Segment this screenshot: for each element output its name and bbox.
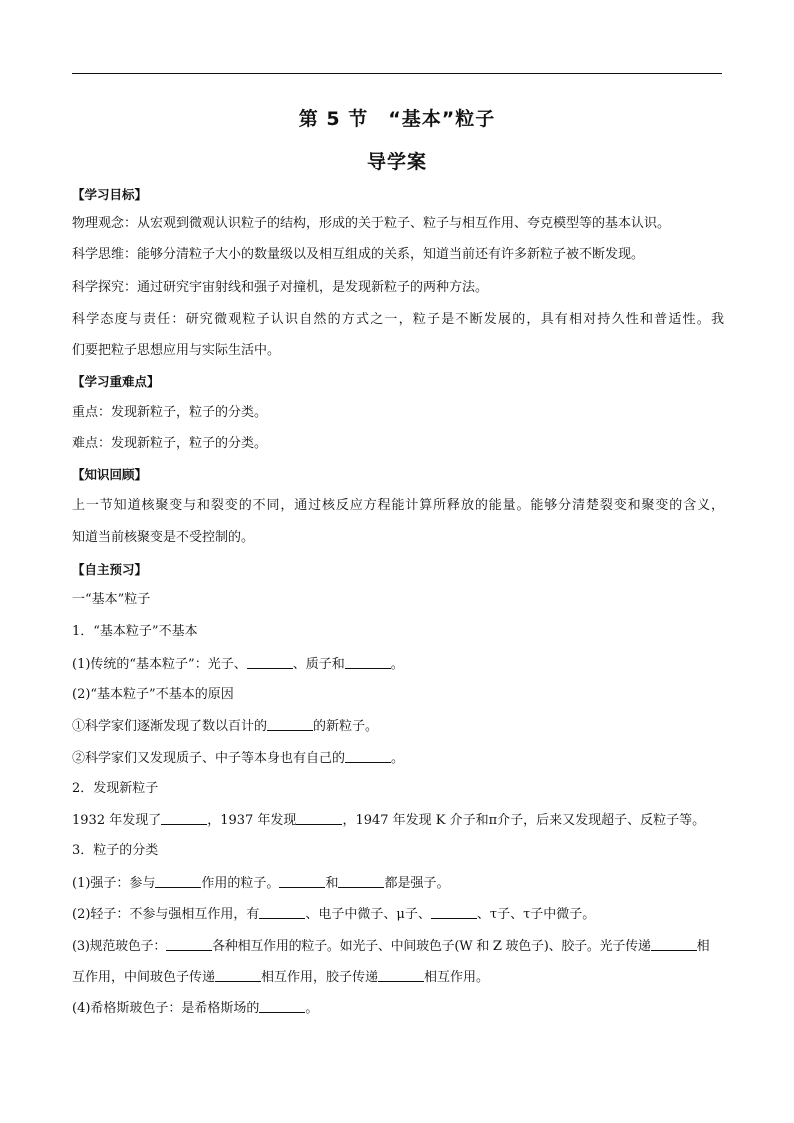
review-line: 上一节知道核聚变与和裂变的不同，通过核反应方程能计算所释放的能量。能够分清楚裂变和聚变的含义，: [72, 498, 724, 513]
answer-blank[interactable]: [155, 874, 201, 888]
answer-blank[interactable]: [378, 968, 424, 982]
goal-line: 科学探究：通过研究宇宙射线和强子对撞机，是发现新粒子的两种方法。: [72, 280, 489, 295]
answer-blank[interactable]: [259, 999, 305, 1013]
answer-blank[interactable]: [338, 874, 384, 888]
fill-line: 1932 年发现了 ，1937 年发现 ，1947 年发现 K 介子和π介子，后来又发现超子、反粒子等。: [72, 813, 706, 828]
item-heading: 3．粒子的分类: [72, 843, 159, 858]
answer-blank[interactable]: [259, 905, 305, 919]
answer-blank[interactable]: [296, 811, 342, 825]
fill-line: (4)希格斯玻色子：是希格斯场的 。: [72, 1001, 319, 1016]
answer-blank[interactable]: [651, 937, 697, 951]
fill-line: (3)规范玻色子： 各种相互作用的粒子。如光子、中间玻色子(W 和 Z 玻色子)、胶子。光子传递 相: [72, 939, 710, 954]
fill-line: 互作用，中间玻色子传递 相互作用，胶子传递 相互作用。: [72, 970, 490, 985]
answer-blank[interactable]: [431, 905, 477, 919]
key-heading: 【学习重难点】: [72, 374, 160, 389]
preview-heading: 【自主预习】: [72, 562, 148, 577]
item-subheading: (2)“基本粒子”不基本的原因: [72, 687, 234, 702]
review-line: 知道当前核聚变是不受控制的。: [72, 530, 255, 545]
page-title: 第 5 节 “基本”粒子: [298, 108, 496, 130]
item-heading: 2．发现新粒子: [72, 781, 159, 796]
answer-blank[interactable]: [267, 717, 313, 731]
answer-blank[interactable]: [247, 655, 293, 669]
header-rule: [72, 73, 722, 74]
fill-line: (2)轻子：不参与强相互作用，有 、电子中微子、μ子、 、τ子、τ子中微子。: [72, 907, 596, 922]
fill-line: ②科学家们又发现质子、中子等本身也有自己的 。: [72, 751, 405, 766]
answer-blank[interactable]: [279, 874, 325, 888]
goals-heading: 【学习目标】: [72, 187, 148, 202]
answer-blank[interactable]: [215, 968, 261, 982]
goal-line: 科学态度与责任：研究微观粒子认识自然的方式之一，粒子是不断发展的，具有相对持久性和普适性。我: [72, 312, 724, 327]
goal-line: 科学思维：能够分清粒子大小的数量级以及相互组成的关系，知道当前还有许多新粒子被不断发现。: [72, 247, 645, 262]
fill-line: ①科学家们逐渐发现了数以百计的 的新粒子。: [72, 719, 379, 734]
fill-line: (1)强子：参与 作用的粒子。 和 都是强子。: [72, 876, 450, 891]
review-heading: 【知识回顾】: [72, 467, 148, 482]
goal-line: 们要把粒子思想应用与实际生活中。: [72, 343, 281, 358]
answer-blank[interactable]: [161, 811, 207, 825]
page-subtitle: 导学案: [366, 151, 427, 173]
difficult-point: 难点：发现新粒子，粒子的分类。: [72, 436, 268, 451]
answer-blank[interactable]: [166, 937, 212, 951]
key-point: 重点：发现新粒子，粒子的分类。: [72, 405, 268, 420]
answer-blank[interactable]: [345, 749, 391, 763]
item-heading: 1．“基本粒子”不基本: [72, 624, 198, 639]
fill-line: (1)传统的“基本粒子”：光子、 、质子和 。: [72, 657, 404, 672]
part-heading: 一“基本”粒子: [72, 592, 151, 607]
goal-line: 物理观念：从宏观到微观认识粒子的结构，形成的关于粒子、粒子与相互作用、夸克模型等的基本认识。: [72, 216, 671, 231]
answer-blank[interactable]: [345, 655, 391, 669]
